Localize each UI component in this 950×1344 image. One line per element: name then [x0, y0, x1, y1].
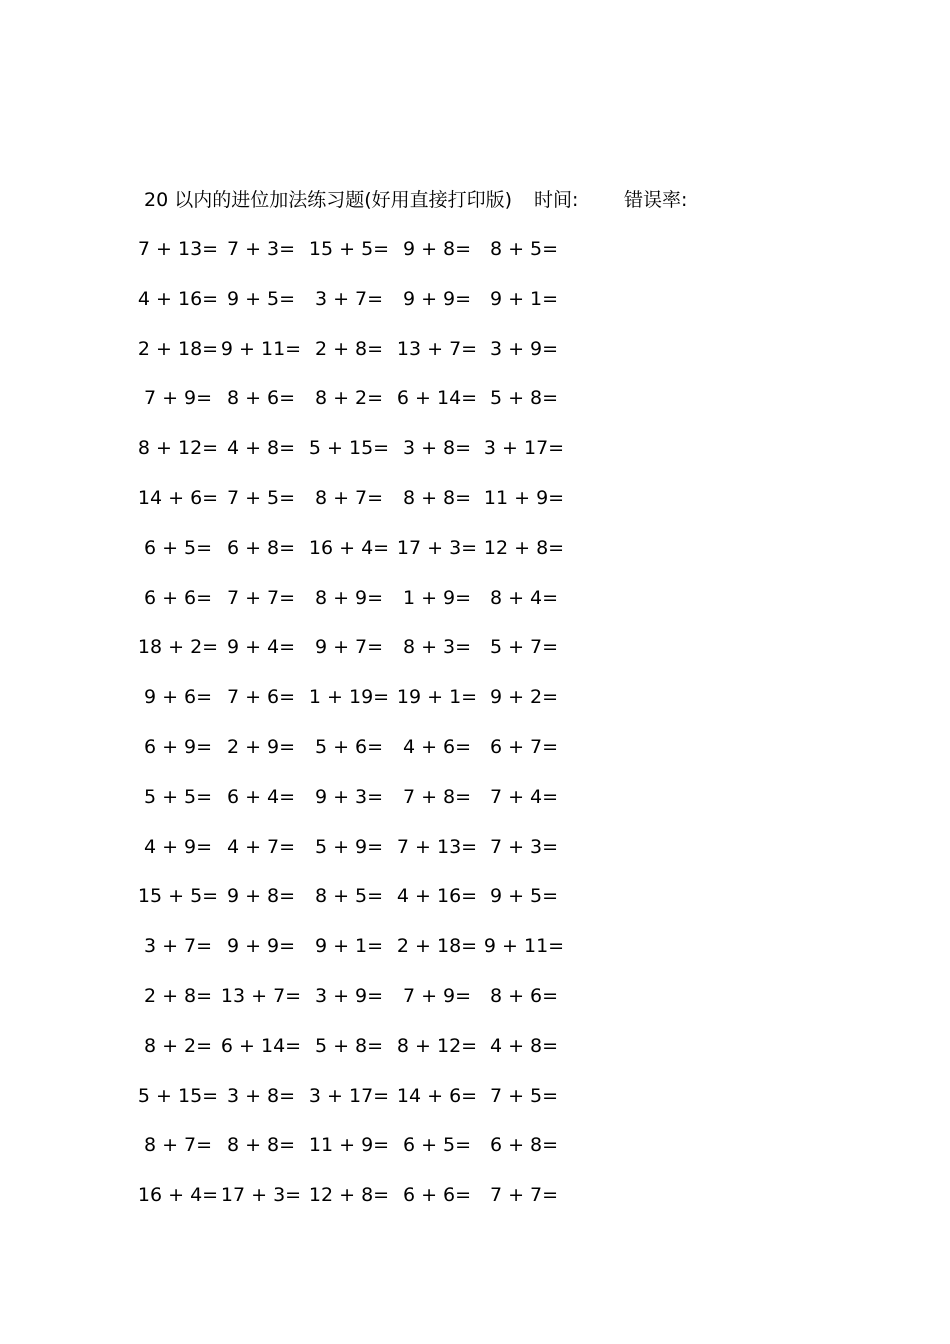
addition-problem: 9 + 9=	[402, 287, 472, 310]
addition-problem: 9 + 11=	[220, 337, 302, 360]
addition-problem: 8 + 7=	[314, 486, 384, 509]
problem-row	[137, 1180, 610, 1230]
addition-problem: 7 + 13=	[137, 238, 219, 260]
addition-problem: 2 + 18=	[137, 337, 219, 360]
addition-problem: 5 + 8=	[489, 387, 559, 410]
error-rate-label: 错误率:	[624, 189, 688, 211]
addition-problem: 12 + 8=	[308, 1184, 390, 1207]
problem-grid	[137, 234, 610, 1230]
addition-problem: 5 + 5=	[143, 785, 213, 808]
addition-problem: 4 + 6=	[402, 735, 472, 758]
addition-problem: 8 + 12=	[137, 437, 219, 460]
addition-problem: 2 + 8=	[143, 984, 213, 1007]
addition-problem: 5 + 15=	[308, 437, 390, 460]
addition-problem: 9 + 8=	[402, 238, 472, 260]
addition-problem: 11 + 9=	[483, 486, 565, 509]
worksheet-title: 20 以内的进位加法练习题(好用直接打印版)	[144, 189, 513, 211]
addition-problem: 5 + 6=	[314, 735, 384, 758]
addition-problem: 1 + 19=	[308, 686, 390, 709]
addition-problem: 2 + 18=	[396, 935, 478, 958]
addition-problem: 9 + 3=	[314, 785, 384, 808]
addition-problem: 6 + 14=	[220, 1034, 302, 1057]
addition-problem: 8 + 2=	[143, 1034, 213, 1057]
addition-problem: 8 + 8=	[226, 1134, 296, 1157]
addition-problem: 3 + 17=	[308, 1084, 390, 1107]
problem-row	[137, 234, 610, 284]
addition-problem: 8 + 9=	[314, 586, 384, 609]
problem-row	[140, 583, 610, 633]
addition-problem: 5 + 8=	[314, 1034, 384, 1057]
addition-problem: 8 + 7=	[143, 1134, 213, 1157]
addition-problem: 9 + 6=	[143, 686, 213, 709]
addition-problem: 6 + 6=	[402, 1184, 472, 1207]
addition-problem: 7 + 9=	[143, 387, 213, 410]
addition-problem: 7 + 5=	[226, 486, 296, 509]
addition-problem: 7 + 6=	[226, 686, 296, 709]
addition-problem: 15 + 5=	[308, 238, 390, 260]
problem-row	[140, 832, 610, 882]
addition-problem: 7 + 7=	[226, 586, 296, 609]
addition-problem: 6 + 9=	[143, 735, 213, 758]
addition-problem: 7 + 5=	[489, 1084, 559, 1107]
addition-problem: 19 + 1=	[396, 686, 478, 709]
addition-problem: 3 + 8=	[402, 437, 472, 460]
addition-problem: 7 + 8=	[402, 785, 472, 808]
addition-problem: 8 + 12=	[396, 1034, 478, 1057]
addition-problem: 3 + 8=	[226, 1084, 296, 1107]
addition-problem: 6 + 7=	[489, 735, 559, 758]
addition-problem: 9 + 11=	[483, 935, 565, 958]
addition-problem: 3 + 9=	[314, 984, 384, 1007]
addition-problem: 7 + 3=	[489, 835, 559, 858]
addition-problem: 2 + 9=	[226, 735, 296, 758]
addition-problem: 17 + 3=	[396, 536, 478, 559]
addition-problem: 7 + 3=	[226, 238, 296, 260]
addition-problem: 6 + 8=	[489, 1134, 559, 1157]
problem-row	[137, 334, 610, 384]
addition-problem: 8 + 3=	[402, 636, 472, 659]
problem-row	[137, 483, 610, 533]
addition-problem: 4 + 16=	[396, 885, 478, 908]
problem-row	[140, 981, 610, 1031]
addition-problem: 16 + 4=	[137, 1184, 219, 1207]
addition-problem: 3 + 9=	[489, 337, 559, 360]
addition-problem: 7 + 9=	[402, 984, 472, 1007]
addition-problem: 7 + 7=	[489, 1184, 559, 1207]
addition-problem: 14 + 6=	[137, 486, 219, 509]
time-label: 时间:	[534, 189, 579, 211]
problem-row	[137, 881, 610, 931]
addition-problem: 4 + 8=	[226, 437, 296, 460]
addition-problem: 9 + 2=	[489, 686, 559, 709]
addition-problem: 15 + 5=	[137, 885, 219, 908]
addition-problem: 11 + 9=	[308, 1134, 390, 1157]
addition-problem: 3 + 17=	[483, 437, 565, 460]
addition-problem: 4 + 9=	[143, 835, 213, 858]
addition-problem: 9 + 7=	[314, 636, 384, 659]
addition-problem: 6 + 5=	[143, 536, 213, 559]
problem-row	[140, 1130, 610, 1180]
problem-row	[140, 533, 610, 583]
addition-problem: 16 + 4=	[308, 536, 390, 559]
problem-row	[137, 632, 610, 682]
addition-problem: 13 + 7=	[220, 984, 302, 1007]
addition-problem: 8 + 5=	[314, 885, 384, 908]
addition-problem: 14 + 6=	[396, 1084, 478, 1107]
addition-problem: 5 + 9=	[314, 835, 384, 858]
addition-problem: 8 + 2=	[314, 387, 384, 410]
addition-problem: 5 + 7=	[489, 636, 559, 659]
problem-row	[140, 383, 610, 433]
addition-problem: 7 + 13=	[396, 835, 478, 858]
addition-problem: 4 + 16=	[137, 287, 219, 310]
addition-problem: 18 + 2=	[137, 636, 219, 659]
addition-problem: 3 + 7=	[143, 935, 213, 958]
addition-problem: 5 + 15=	[137, 1084, 219, 1107]
addition-problem: 8 + 4=	[489, 586, 559, 609]
addition-problem: 9 + 5=	[489, 885, 559, 908]
addition-problem: 17 + 3=	[220, 1184, 302, 1207]
problem-row	[137, 433, 610, 483]
addition-problem: 4 + 7=	[226, 835, 296, 858]
addition-problem: 6 + 14=	[396, 387, 478, 410]
addition-problem: 12 + 8=	[483, 536, 565, 559]
problem-row	[137, 1081, 610, 1131]
problem-row	[140, 782, 610, 832]
addition-problem: 8 + 6=	[226, 387, 296, 410]
addition-problem: 6 + 4=	[226, 785, 296, 808]
addition-problem: 8 + 8=	[402, 486, 472, 509]
addition-problem: 6 + 6=	[143, 586, 213, 609]
addition-problem: 6 + 8=	[226, 536, 296, 559]
problem-row	[140, 931, 610, 981]
addition-problem: 9 + 5=	[226, 287, 296, 310]
addition-problem: 8 + 6=	[489, 984, 559, 1007]
addition-problem: 4 + 8=	[489, 1034, 559, 1057]
problem-row	[140, 732, 610, 782]
addition-problem: 9 + 4=	[226, 636, 296, 659]
addition-problem: 8 + 5=	[489, 238, 559, 260]
addition-problem: 9 + 1=	[489, 287, 559, 310]
addition-problem: 6 + 5=	[402, 1134, 472, 1157]
addition-problem: 3 + 7=	[314, 287, 384, 310]
problem-row	[137, 284, 610, 334]
addition-problem: 2 + 8=	[314, 337, 384, 360]
problem-row	[140, 1031, 610, 1081]
problem-row	[140, 682, 610, 732]
addition-problem: 13 + 7=	[396, 337, 478, 360]
addition-problem: 7 + 4=	[489, 785, 559, 808]
addition-problem: 9 + 1=	[314, 935, 384, 958]
addition-problem: 9 + 8=	[226, 885, 296, 908]
addition-problem: 9 + 9=	[226, 935, 296, 958]
addition-problem: 1 + 9=	[402, 586, 472, 609]
